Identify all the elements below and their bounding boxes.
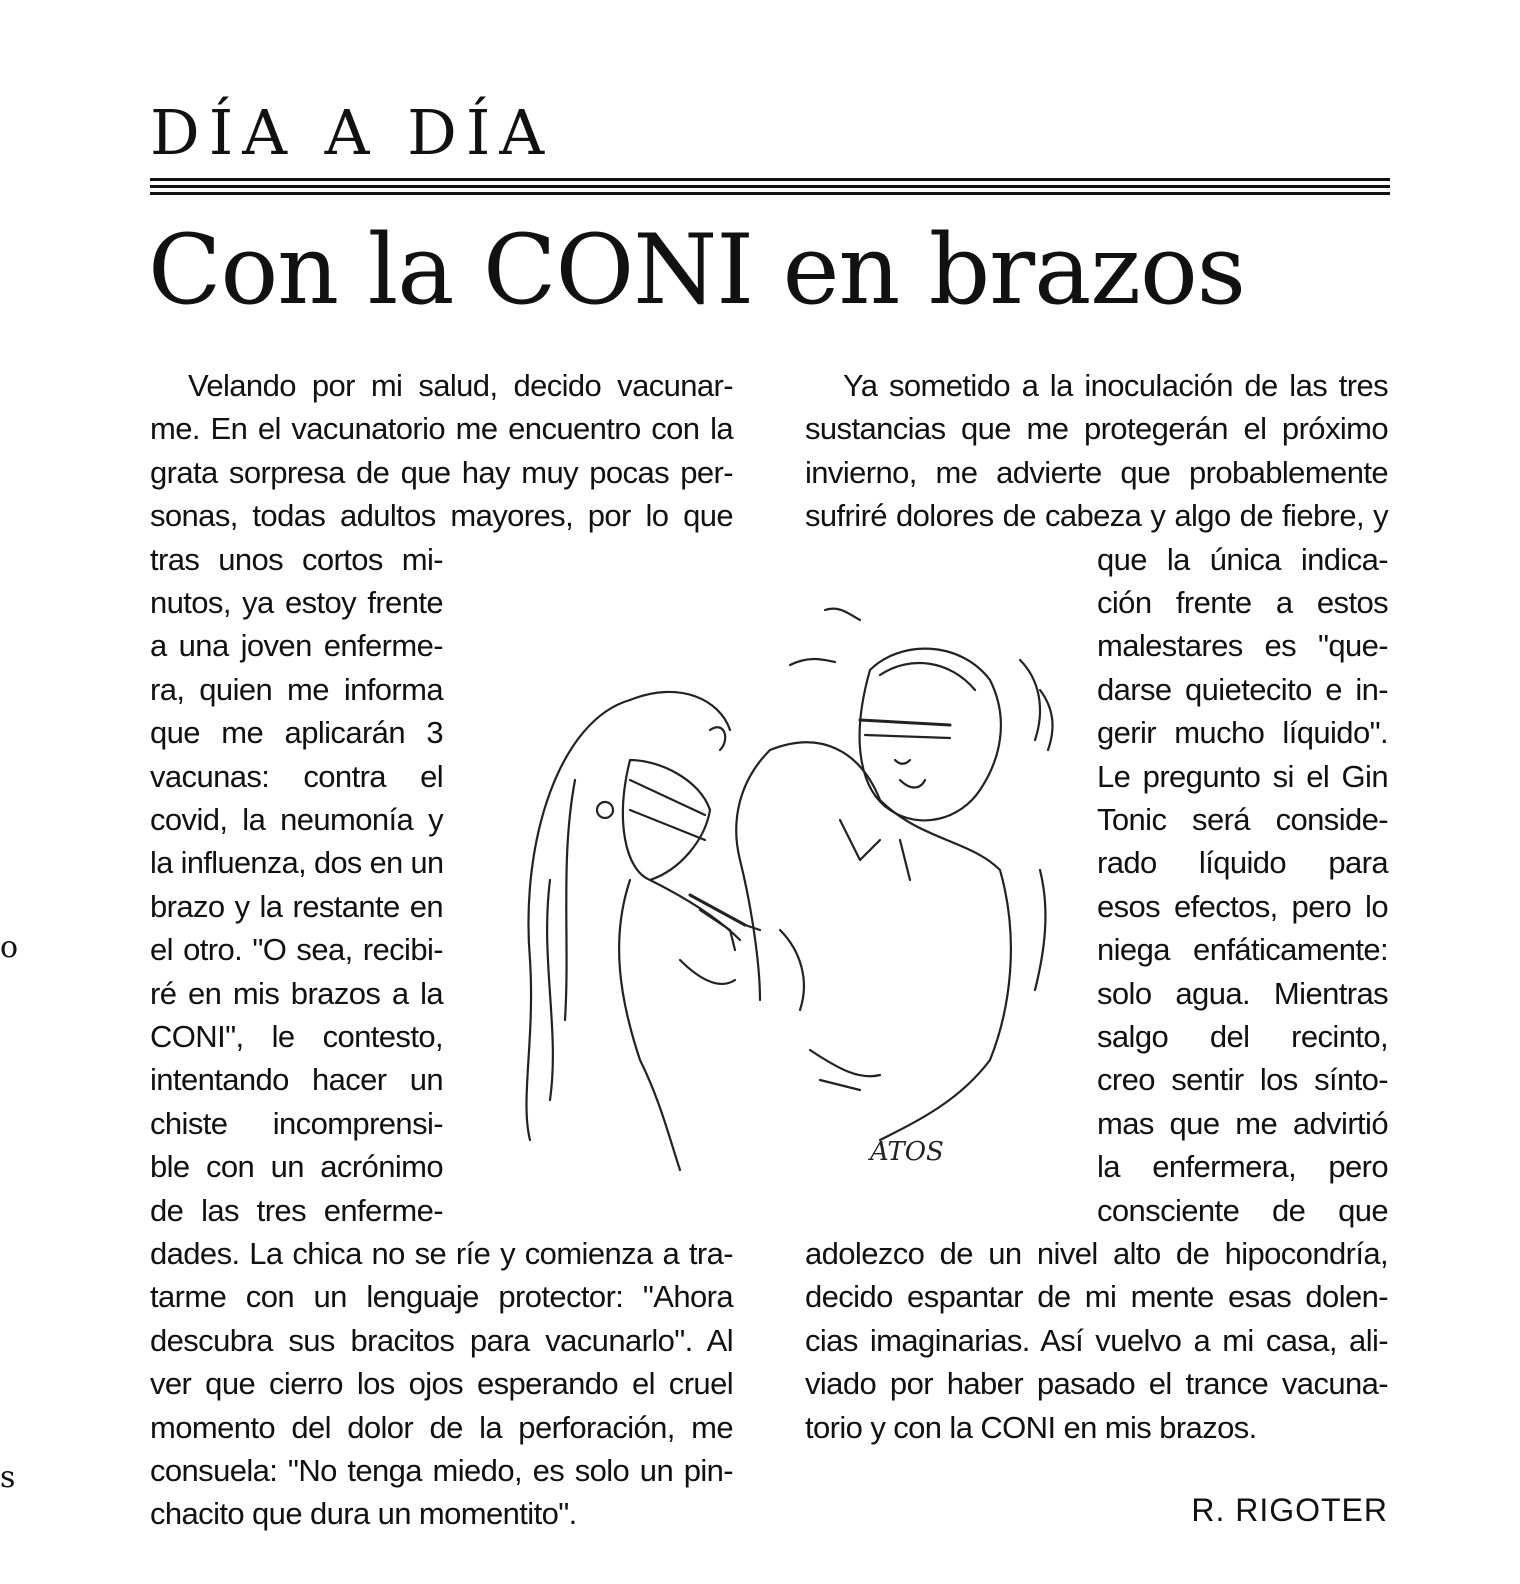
text-line: chacito que dura un momentito". (150, 1496, 577, 1532)
text-line: vacunas: contra el (150, 758, 443, 794)
man-body (770, 742, 1011, 1140)
text-line: ra, quien me informa (150, 671, 443, 707)
text-line: consuela: "No tenga miedo, es solo un pin- (150, 1453, 733, 1488)
text-line: Le pregunto si el Gin (1097, 758, 1388, 794)
text-line: que me aplicarán 3 (150, 715, 443, 751)
text-line: Tonic será conside- (1097, 802, 1388, 837)
text-line: brazo y la restante en (150, 888, 443, 924)
text-line: nutos, ya estoy frente (150, 585, 443, 620)
text-line: creo sentir los sínto- (1097, 1062, 1388, 1098)
nurse-mask (623, 760, 710, 880)
text-line: invierno, me advierte que probablemente (805, 454, 1388, 490)
text-line: rado líquido para (1097, 845, 1388, 881)
nurse-body (619, 880, 680, 1170)
text-line: salgo del recinto, (1097, 1019, 1388, 1054)
nurse-hair (526, 700, 630, 1140)
text-line: grata sorpresa de que hay muy pocas per- (150, 454, 733, 490)
text-line: solo agua. Mientras (1097, 975, 1388, 1011)
text-line: viado por haber pasado el trance vacuna- (805, 1366, 1388, 1402)
text-line: CONI", le contesto, (150, 1019, 443, 1054)
text-line: decido espantar de mi mente esas dolen- (805, 1279, 1388, 1315)
text-line: me. En el vacunatorio me encuentro con la (150, 411, 733, 447)
text-line: ción frente a estos (1097, 585, 1388, 620)
text-line: niega enfáticamente: (1097, 932, 1388, 968)
text-line: ver que cierro los ojos esperando el cruel (150, 1366, 733, 1402)
text-line: Velando por mi salud, decido vacunar- (188, 368, 733, 403)
text-line: sustancias que me protegerán el próximo (805, 411, 1388, 447)
headline: Con la CONI en brazos (148, 214, 1246, 326)
text-line: sonas, todas adultos mayores, por lo que (150, 498, 733, 534)
text-line: ré en mis brazos a la (150, 975, 443, 1011)
text-line: gerir mucho líquido". (1097, 715, 1388, 751)
text-line: la enfermera, pero (1097, 1149, 1388, 1185)
text-line: dades. La chica no se ríe y comienza a tra- (150, 1236, 733, 1271)
text-line: a una joven enferme- (150, 628, 443, 664)
text-line: de las tres enferme- (150, 1192, 443, 1228)
text-line: la influenza, dos en un (150, 845, 444, 881)
illustration-signature: ATOS (870, 1137, 944, 1167)
text-line: Ya sometido a la inoculación de las tres (843, 368, 1388, 403)
text-line: darse quietecito e in- (1097, 671, 1388, 707)
text-line: torio y con la CONI en mis brazos. (805, 1409, 1257, 1445)
text-line: covid, la neumonía y (150, 802, 443, 837)
text-line: sufriré dolores de cabeza y algo de fiebre, y (805, 498, 1388, 534)
cartoon-illustration (480, 580, 1080, 1180)
text-line: intentando hacer un (150, 1062, 443, 1098)
author-byline: R. RIGOTER (1191, 1492, 1388, 1528)
text-line: descubra sus bracitos para vacunarlo". Al (150, 1322, 733, 1358)
text-line: cias imaginarias. Así vuelvo a mi casa, ali- (805, 1322, 1388, 1358)
text-line: momento del dolor de la perforación, me (150, 1409, 733, 1445)
double-rule (150, 178, 1390, 199)
text-line: esos efectos, pero lo (1097, 888, 1388, 924)
text-line: adolezco de un nivel alto de hipocondría, (805, 1236, 1388, 1271)
text-line: ble con un acrónimo (150, 1149, 443, 1185)
text-line: mas que me advirtió (1097, 1105, 1388, 1141)
text-line: chiste incomprensi- (150, 1105, 443, 1141)
text-line: que la única indica- (1097, 541, 1388, 577)
nurse-earring (597, 802, 613, 818)
text-line: tras unos cortos mi- (150, 541, 443, 577)
text-line: consciente de que (1097, 1192, 1388, 1228)
margin-mark: o (0, 930, 19, 965)
section-title: DÍA A DÍA (150, 96, 554, 169)
margin-mark: s (0, 1460, 16, 1495)
text-line: tarme con un lenguaje protector: "Ahora (150, 1279, 733, 1315)
text-line: el otro. "O sea, recibi- (150, 932, 443, 968)
text-line: malestares es "que- (1097, 628, 1388, 664)
